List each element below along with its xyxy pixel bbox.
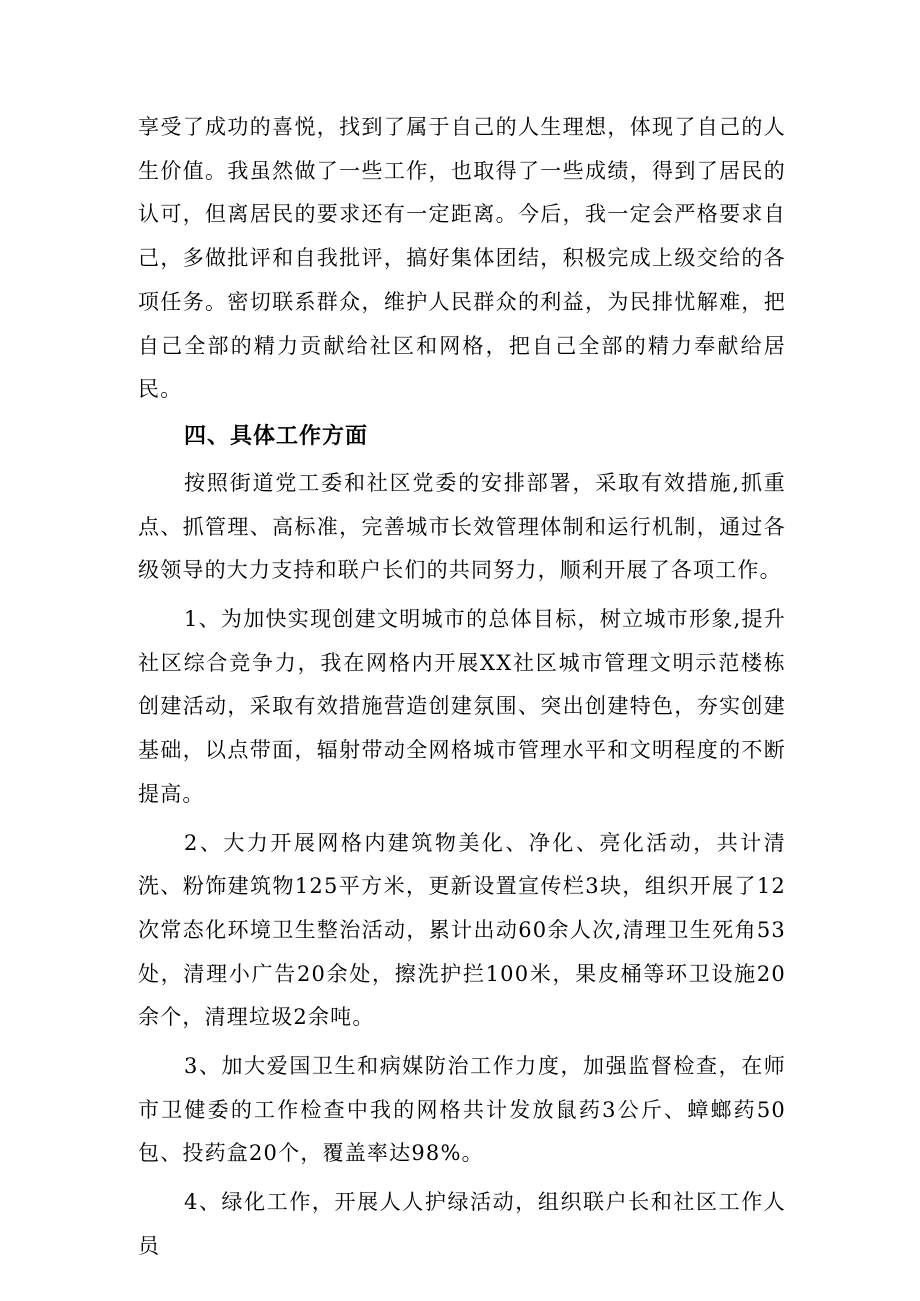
paragraph-item-4: 4、绿化工作，开展人人护绿活动，组织联户长和社区工作人员 (138, 1190, 786, 1258)
paragraph-achievements: 享受了成功的喜悦，找到了属于自己的人生理想，体现了自己的人生价值。我虽然做了一些工作，也取得了一些成绩，得到了居民的认可，但离居民的要求还有一定距离。今后，我一定会严格要求自己，多做批评和自我批评，搞好集体团结，积极完成上级交给的各项任务。密切联系群众，维护人民群众的利益，为民排忧解难，把自己全部的精力贡献给社区和网格，把自己全部的精力奉献给居民。 (138, 115, 786, 402)
document-body (138, 106, 786, 1269)
paragraph-item-2: 2、大力开展网格内建筑物美化、净化、亮化活动，共计清洗、粉饰建筑物125平方米，更新设置宣传栏3块，组织开展了12次常态化环境卫生整治活动，累计出动60余人次,清理卫生死角53处，清理小广告20余处，擦洗护拦100米，果皮桶等环卫设施20余个，清理垃圾2余吨。 (138, 830, 786, 1030)
paragraph-item-1: 1、为加快实现创建文明城市的总体目标，树立城市形象,提升社区综合竞争力，我在网格内开展XX社区城市管理文明示范楼栋创建活动，采取有效措施营造创建氛围、突出创建特色，夯实创建基础，以点带面，辐射带动全网格城市管理水平和文明程度的不断提高。 (138, 607, 786, 806)
paragraph-work-overview: 按照街道党工委和社区党委的安排部署，采取有效措施,抓重点、抓管理、高标准，完善城市长效管理体制和运行机制，通过各级领导的大力支持和联户长们的共同努力，顺利开展了各项工作。 (138, 470, 786, 583)
section-heading-specific-work: 四、具体工作方面 (184, 423, 369, 449)
paragraph-item-3: 3、加大爱国卫生和病媒防治工作力度，加强监督检查，在师市卫健委的工作检查中我的网格共计发放鼠药3公斤、蟑螂药50包、投药盒20个，覆盖率达98%。 (138, 1054, 786, 1166)
